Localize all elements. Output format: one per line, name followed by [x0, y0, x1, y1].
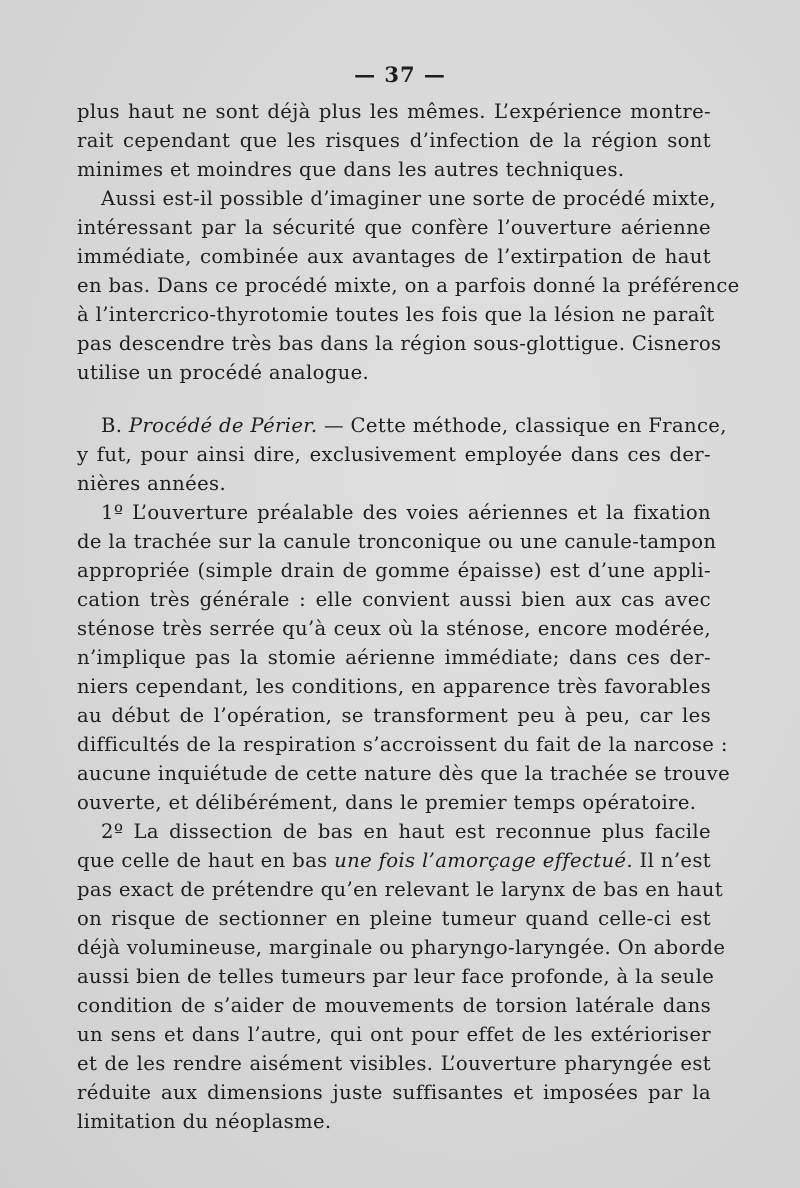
text-line: limitation du néoplasme. [77, 1110, 332, 1133]
text-line: y fut, pour ainsi dire, exclusivement employée dans ces der- [77, 443, 711, 466]
text-line: nières années. [77, 472, 227, 495]
section-heading-line [77, 411, 727, 440]
text-line: aussi bien de telles tumeurs par leur face profonde, à la seule [77, 965, 715, 988]
body-text [77, 97, 740, 1136]
text-line: réduite aux dimensions juste suffisantes et imposées par la [77, 1081, 711, 1104]
page-number: — 37 — [354, 62, 446, 87]
italic-phrase: une fois l’amorçage effectué. [334, 849, 633, 872]
text-line: aucune inquiétude de cette nature dès que la trachée se trouve [77, 762, 731, 785]
text-segment: Il n’est [632, 849, 711, 872]
paragraph [77, 184, 740, 387]
spacer [77, 387, 711, 411]
text-line: 2º La dissection de bas en haut est reconnue plus facile [101, 820, 711, 843]
paragraph-point-1 [77, 498, 731, 817]
text-line: de la trachée sur la canule tronconique ou une canule-tampon [77, 530, 717, 553]
text-line: pas descendre très bas dans la région sous-glottigue. Cisneros [77, 332, 722, 355]
text-line: utilise un procédé analogue. [77, 361, 370, 384]
text-line: on risque de sectionner en pleine tumeur quand celle-ci est [77, 907, 711, 930]
text-line-mixed [77, 846, 711, 875]
text-line: n’implique pas la stomie aérienne immédiate; dans ces der- [77, 646, 711, 669]
text-line: 1º L’ouverture préalable des voies aériennes et la fixation [101, 501, 711, 524]
text-line: en bas. Dans ce procédé mixte, on a parfois donné la préférence [77, 274, 740, 297]
paragraph-point-2 [77, 817, 726, 1136]
text-line: déjà volumineuse, marginale ou pharyngo-laryngée. On aborde [77, 936, 726, 959]
text-line: intéressant par la sécurité que confère l’ouverture aérienne [77, 216, 711, 239]
text-segment: que celle de haut en bas [77, 849, 335, 872]
paragraph-section-b [77, 411, 727, 498]
text-line: et de les rendre aisément visibles. L’ouverture pharyngée est [77, 1052, 711, 1075]
text-line: un sens et dans l’autre, qui ont pour effet de les extérioriser [77, 1023, 711, 1046]
section-letter: B. [101, 414, 123, 437]
section-heading-rest: — Cette méthode, classique en France, [317, 414, 727, 437]
section-title: Procédé de Périer. [128, 414, 318, 437]
text-line: ouverte, et délibérément, dans le premier temps opératoire. [77, 791, 697, 814]
text-line: Aussi est-il possible d’imaginer une sorte de procédé mixte, [101, 187, 717, 210]
text-line: appropriée (simple drain de gomme épaisse) est d’une appli- [77, 559, 711, 582]
text-line: plus haut ne sont déjà plus les mêmes. L’expérience montre- [77, 100, 711, 123]
text-line: au début de l’opération, se transforment peu à peu, car les [77, 704, 711, 727]
text-line: pas exact de prétendre qu’en relevant le larynx de bas en haut [77, 878, 723, 901]
paragraph [77, 97, 711, 184]
text-line: immédiate, combinée aux avantages de l’extirpation de haut [77, 245, 711, 268]
text-line: à l’intercrico-thyrotomie toutes les fois que la lésion ne paraît [77, 303, 715, 326]
text-line: difficultés de la respiration s’accroissent du fait de la narcose : [77, 733, 728, 756]
text-line: minimes et moindres que dans les autres techniques. [77, 158, 625, 181]
text-line: niers cependant, les conditions, en apparence très favorables [77, 675, 711, 698]
text-line: condition de s’aider de mouvements de torsion latérale dans [77, 994, 711, 1017]
text-line: sténose très serrée qu’à ceux où la sténose, encore modérée, [77, 617, 711, 640]
text-line: rait cependant que les risques d’infection de la région sont [77, 129, 711, 152]
text-line: cation très générale : elle convient aussi bien aux cas avec [77, 588, 711, 611]
